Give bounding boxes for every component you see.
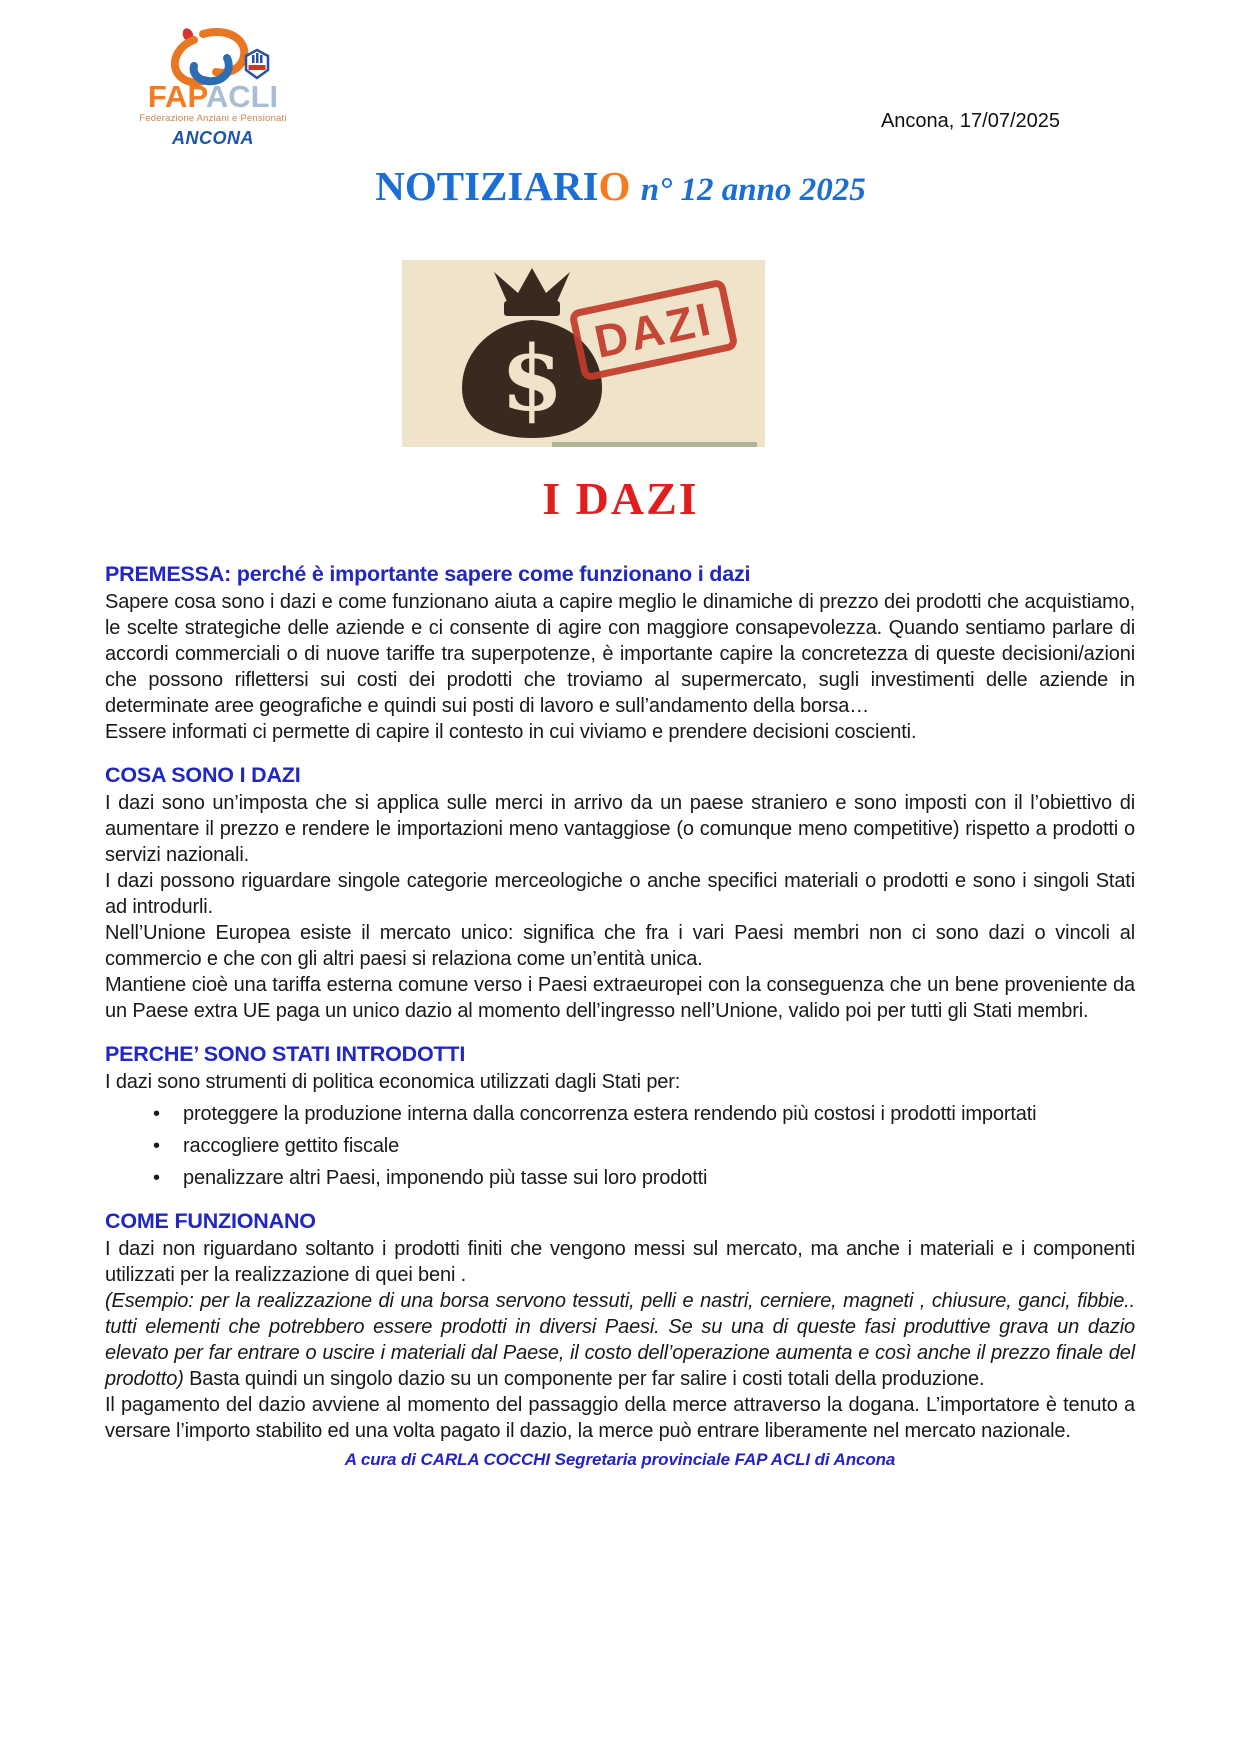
section-premessa-paragraph: Essere informati ci permette di capire il contesto in cui viviamo e prendere decisioni coscienti.: [105, 721, 917, 743]
article-title: I DAZI: [542, 473, 699, 524]
dollar-symbol: $: [500, 326, 564, 432]
logo-fap-text: FAP: [147, 79, 206, 114]
section-perche-heading: PERCHE’ SONO STATI INTRODOTTI: [105, 1042, 466, 1066]
newsletter-title-accent-letter: O: [598, 163, 631, 209]
section-perche-introdotti: [105, 1041, 1135, 1191]
section-come-example-paragraph: [105, 1288, 1135, 1392]
logo-wordmark: [138, 79, 288, 114]
page-header: [0, 0, 1241, 158]
dateline: Ancona, 17/07/2025: [880, 110, 1060, 132]
section-come-paragraph: Il pagamento del dazio avviene al momento del passaggio della merce attraverso la dogana. L’importatore è tenuto a versare l’importo stabilito ed una volta pagato il dazio, la merce può entrare liberamente nel mercato nazionale.: [105, 1394, 1135, 1442]
fapacli-logo-mark-icon: [148, 24, 278, 86]
logo-tagline: Federazione Anziani e Pensionati: [139, 113, 287, 124]
section-premessa: [105, 561, 1135, 745]
newsletter-title: [0, 162, 1241, 214]
example-italic-text: (Esempio: per la realizzazione di una borsa servono tessuti, pelli e nastri, cerniere, magneti , chiusure, ganci, fibbie.. tutti elementi che potrebbero essere prodotti in diversi Paesi. Se su una di queste fasi produttive grava un dazio elevato per far entrare o uscire i materiali dal Paese, il costo dell’operazione aumenta e così anche il prezzo finale del prodotto): [105, 1290, 1135, 1390]
article-body: [0, 525, 1241, 1470]
newsletter-issue: n° 12 anno 2025: [640, 172, 866, 208]
list-item-text: raccogliere gettito fiscale: [183, 1135, 400, 1157]
section-cosa-sono: [105, 762, 1135, 1024]
section-perche-intro: I dazi sono strumenti di politica economica utilizzati dagli Stati per:: [105, 1071, 681, 1093]
list-item: [153, 1133, 1135, 1159]
section-cosa-sono-paragraph: Nell’Unione Europea esiste il mercato unico: significa che fra i vari Paesi membri non ci sono dazi o vincoli al commercio e che con gli altri paesi si relaziona come un’entità unica.: [105, 922, 1135, 970]
section-premessa-paragraph: Sapere cosa sono i dazi e come funzionano aiuta a capire meglio le dinamiche di prezzo dei prodotti che acquistiamo, le scelte strategiche delle aziende e ci consente di agire con maggiore consapevolezza. Quando sentiamo parlare di accordi commerciali o di nuove tariffe tra superpotenze, è importante capire la concretezza di queste decisioni/azioni che possono riflettersi sui costi dei prodotti che troviamo al supermercato, sugli investimenti delle aziende in determinate aree geografiche e quindi sui posti di lavoro e sull’andamento della borsa…: [105, 591, 1135, 717]
section-come-paragraph: I dazi non riguardano soltanto i prodotti finiti che vengono messi sul mercato, ma anche i materiali e i componenti utilizzati per la realizzazione di quei beni .: [105, 1238, 1135, 1286]
bullet-dot-icon: •: [153, 1135, 161, 1157]
logo-acli-text: ACLI: [205, 79, 279, 114]
list-item-text: penalizzare altri Paesi, imponendo più tasse sui loro prodotti: [183, 1167, 708, 1189]
section-come-funzionano: [105, 1208, 1135, 1444]
list-item-text: proteggere la produzione interna dalla concorrenza estera rendendo più costosi i prodotti importati: [183, 1103, 1037, 1125]
newsletter-title-main: NOTIZIARI: [375, 163, 599, 209]
author-credit: A cura di CARLA COCCHI Segretaria provinciale FAP ACLI di Ancona: [344, 1450, 896, 1469]
list-item: [153, 1101, 1135, 1127]
section-cosa-sono-paragraph: Mantiene cioè una tariffa esterna comune verso i Paesi extraeuropei con la conseguenza che un bene proveniente da un Paese extra UE paga un unico dazio al momento dell’ingresso nell’Unione, valido poi per tutti gli Stati membri.: [105, 974, 1135, 1022]
hero-bottom-strip: [552, 442, 757, 447]
acli-shield-emblem-icon: [246, 50, 268, 78]
section-cosa-sono-paragraph: I dazi possono riguardare singole categorie merceologiche o anche specifici materiali o prodotti e sono i singoli Stati ad introdurli.: [105, 870, 1135, 918]
fapacli-logo: [138, 24, 288, 149]
hero-image: [402, 260, 765, 447]
logo-city: ANCONA: [172, 128, 254, 148]
section-come-heading: COME FUNZIONANO: [105, 1209, 316, 1233]
list-item: [153, 1165, 1135, 1191]
dazi-stamp: DAZI: [568, 278, 739, 382]
section-cosa-sono-paragraph: I dazi sono un’imposta che si applica sulle merci in arrivo da un paese straniero e sono imposti con il l’obiettivo di aumentare il prezzo e rendere le importazioni meno vantaggiose (o comunque meno competitive) rispetto a prodotti o servizi nazionali.: [105, 792, 1135, 866]
example-followup-text: Basta quindi un singolo dazio su un componente per far salire i costi totali della produzione.: [183, 1368, 985, 1390]
bullet-list: [105, 1101, 1135, 1191]
bullet-dot-icon: •: [153, 1167, 161, 1189]
section-cosa-sono-heading: COSA SONO I DAZI: [105, 763, 301, 787]
section-premessa-heading: PREMESSA: perché è importante sapere come funzionano i dazi: [105, 562, 751, 586]
bullet-dot-icon: •: [153, 1103, 161, 1125]
